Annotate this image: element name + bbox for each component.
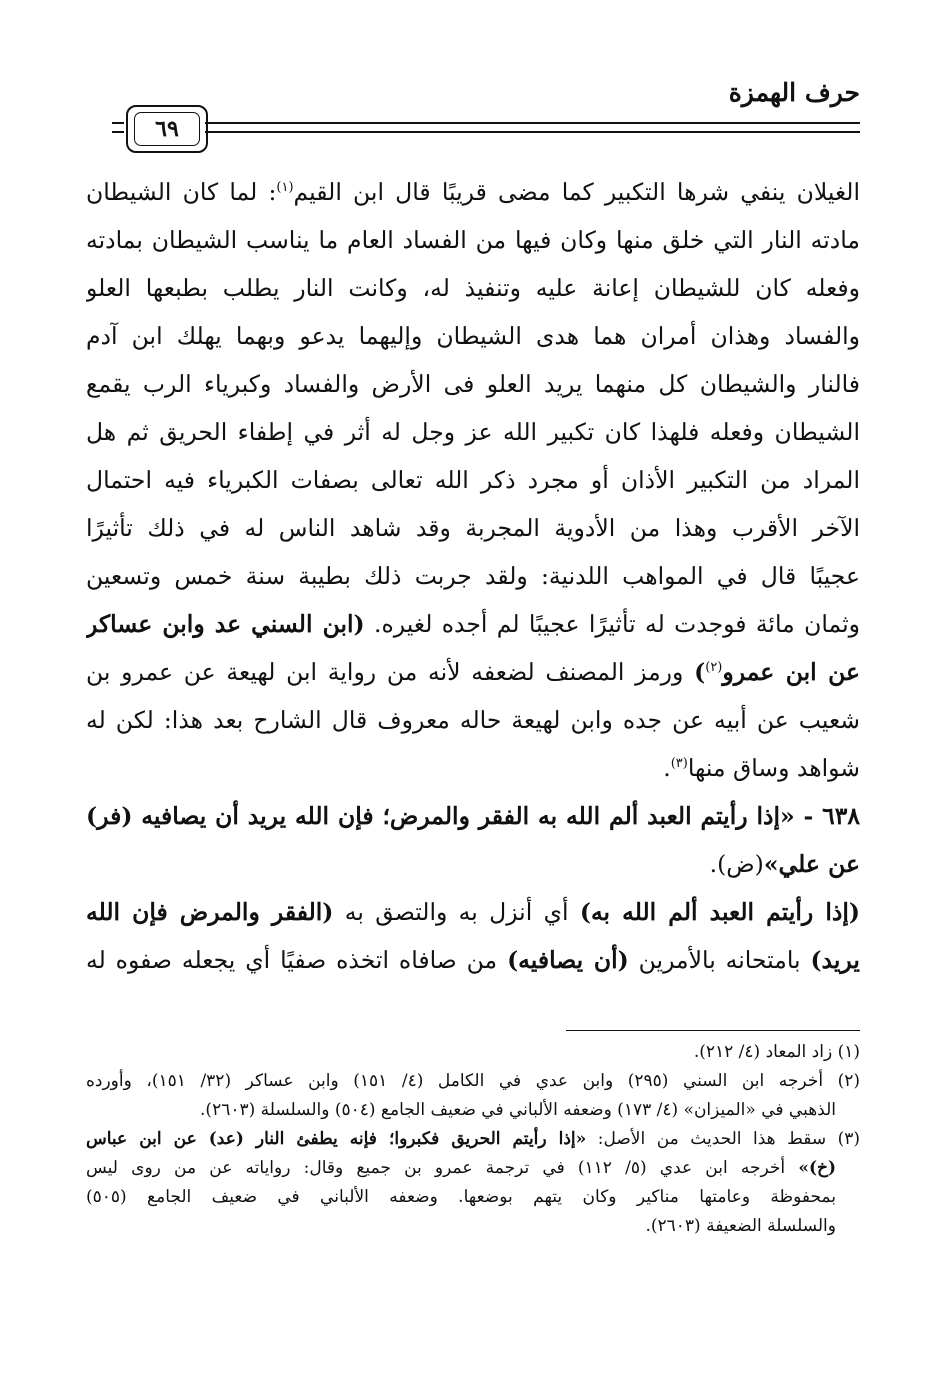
text-line: (إذا رأيتم العبد ألم الله به) أي أنزل به والتصق به (الفقر والمرض فإن الله xyxy=(86,898,860,926)
hadith-heading: ٦٣٨ - «إذا رأيتم العبد ألم الله به الفقر والمرض؛ فإن الله يريد أن يصافيه (فر) xyxy=(86,802,860,830)
text-line: الشيطان وفعله فلهذا كان تكبير الله عز وجل له أثر في إطفاء الحريق ثم هل xyxy=(86,418,860,446)
footnote-3-cont: (خ)» أخرجه ابن عدي (٥/ ١١٢) في ترجمة عمرو بن جميع وقال: رواياته عن من روى ليس xyxy=(86,1158,836,1178)
hadith-heading-end: عن علي»(ض). xyxy=(709,850,860,878)
footnote-3: (٣) سقط هذا الحديث من الأصل: «إذا رأيتم الحريق فكبروا؛ فإنه يطفئ النار (عد) عن ابن عباس xyxy=(86,1129,860,1149)
text-line: شواهد وساق منها$^{(٣)}$. xyxy=(663,754,860,782)
footnote-ref-3[interactable]: (٣) xyxy=(670,756,688,772)
page-number: ٦٩ xyxy=(134,112,200,146)
footnote-2: (٢) أخرجه ابن السني (٢٩٥) وابن عدي في الكامل (٤/ ١٥١) وابن عساكر (٣٢/ ١٥١)، وأورده xyxy=(86,1071,860,1091)
footnote-3-cont: بمحفوظة وعامتها مناكير وكان يتهم بوضعها. وضعفه الألباني في ضعيف الجامع (٥٠٥) xyxy=(86,1187,836,1207)
footnote-3-cont: والسلسلة الضعيفة (٢٦٠٣). xyxy=(645,1216,836,1236)
footnotes xyxy=(86,1038,860,1241)
header-double-rule xyxy=(205,122,860,133)
text-line: المراد من التكبير الأذان أو مجرد ذكر الله تعالى بصفات الكبرياء فيه احتمال xyxy=(86,466,860,494)
text-line: فالنار والشيطان كل منهما يريد العلو فى الأرض والفساد وكبرياء الرب يقمع xyxy=(86,370,860,398)
page-number-frame xyxy=(126,105,208,153)
text-line: يريد) بامتحانه بالأمرين (أن يصافيه) من صافاه اتخذه صفيًا أي يجعله صفوه له xyxy=(86,946,860,974)
text-line: عجيبًا قال في المواهب اللدنية: ولقد جربت ذلك بطيبة سنة خمس وتسعين xyxy=(86,562,860,590)
text-line: عن ابن عمرو$^{(٢)}$) ورمز المصنف لضعفه لأنه من رواية ابن لهيعة عن عمرو بن xyxy=(86,658,860,686)
header-rule-end xyxy=(112,122,124,133)
text-line: مادته النار التي خلق منها وكان فيها من الفساد العام ما يناسب الشيطان بمادته xyxy=(86,226,860,254)
footnote-1: (١) زاد المعاد (٤/ ٢١٢). xyxy=(693,1042,860,1062)
text-line: الغيلان ينفي شرها التكبير كما مضى قريبًا قال ابن القيم$^{(١)}$: لما كان الشيطان xyxy=(86,178,860,206)
hadith-source: (ابن السني عد وابن عساكر xyxy=(86,610,365,638)
text-line: الآخر الأقرب وهذا من الأدوية المجربة وقد شاهد الناس له في ذلك تأثيرًا xyxy=(86,514,860,542)
footnote-2-cont: الذهبي في «الميزان» (٤/ ١٧٣) وضعفه الألباني في ضعيف الجامع (٥٠٤) والسلسلة (٢٦٠٣). xyxy=(200,1100,836,1120)
text-line: والفساد وهذان أمران هما هدى الشيطان وإليهما يدعو وبهما يهلك ابن آدم xyxy=(86,322,860,350)
main-text xyxy=(86,168,860,984)
text-line: وثمان مائة فوجدت له تأثيرًا عجيبًا لم أجده لغيره. (ابن السني عد وابن عساكر xyxy=(86,610,860,638)
footnote-ref-1[interactable]: (١) xyxy=(276,180,294,196)
text-line: وفعله كان للشيطان إعانة عليه وتنفيذ له، وكانت النار يطلب بطبعها العلو xyxy=(86,274,860,302)
footnote-ref-2[interactable]: (٢) xyxy=(705,660,723,676)
footnote-separator xyxy=(566,1030,860,1031)
running-header-title: حرف الهمزة xyxy=(728,78,860,107)
text-line: شعيب عن أبيه عن جده وابن لهيعة حاله معروف قال الشارح بعد هذا: لكن له xyxy=(86,706,860,734)
